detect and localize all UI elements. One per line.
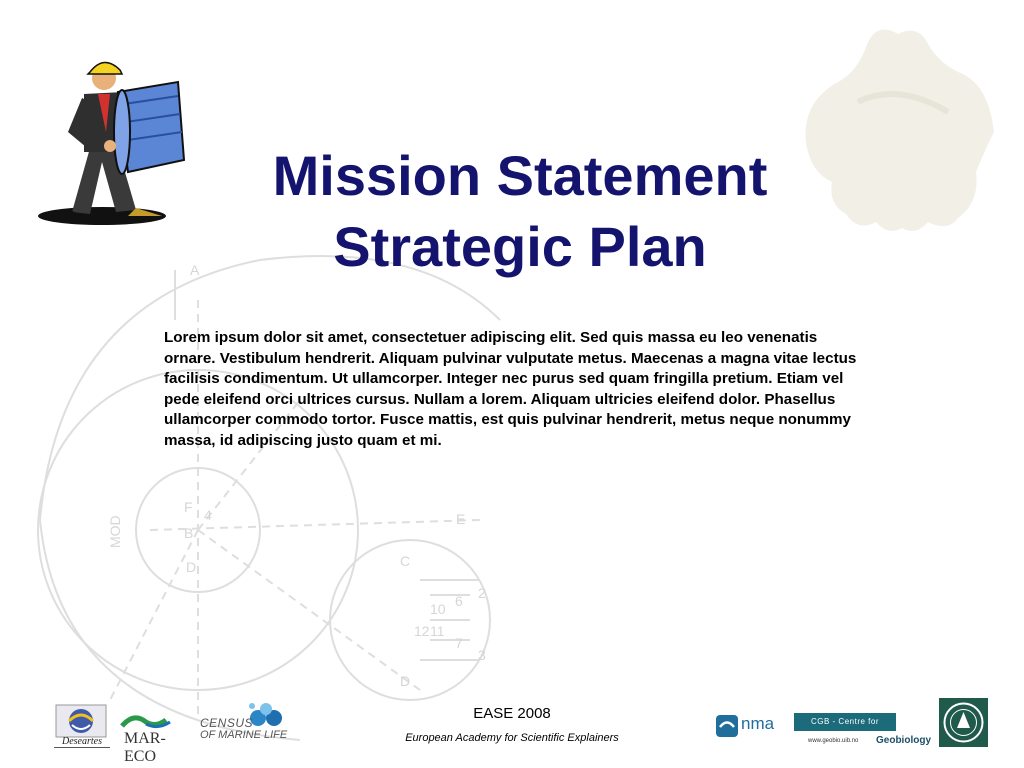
diagram-label-d: D — [186, 559, 197, 575]
deseartes-wordmark: Deseartes — [54, 736, 110, 748]
diagram-label-3: 3 — [478, 647, 486, 663]
footer-subtitle: European Academy for Scientific Explainers — [405, 732, 619, 744]
title-line-2: Strategic Plan — [333, 215, 707, 278]
cgb-logo — [794, 713, 934, 749]
diagram-label-7: 7 — [455, 635, 463, 651]
diagram-label-12: 12 — [414, 623, 430, 639]
nma-logo — [716, 714, 782, 740]
diagram-label-f: F — [184, 499, 193, 515]
diagram-label-11: 11 — [430, 623, 445, 639]
footer — [370, 704, 654, 746]
diagram-label-2: 2 — [478, 585, 486, 601]
diagram-label-10: 10 — [430, 601, 446, 617]
nma-wordmark: nma — [741, 714, 775, 733]
cgb-url: www.geobio.uib.no — [808, 738, 859, 744]
body-paragraph: Lorem ipsum dolor sit amet, consectetuer adipiscing elit. Sed quis massa eu leo venenatis ornare. Vestibulum hendrerit. Aliquam pulvinar vulputate metus. Maecenas a magna vitae lectus facilisis condimentum. Ut ullamcorper. Integer nec purus sed quam fringilla pretium. Etiam vel pede eleifend orci ultrices cursus. Nullam a lorem. Aliquam ultricies eleifend dolor. Phasellus ullamcorper commodo tortor. Fusce mattis, est quis pulvinar hendrerit, metus neque nonummy massa, id adipiscing justo quam et mi. — [164, 329, 857, 449]
census-logo — [200, 700, 292, 746]
slide-title — [200, 140, 840, 282]
nma-icon — [716, 715, 738, 737]
diagram-label-e: E — [456, 511, 466, 527]
footer-event: EASE 2008 — [473, 705, 551, 722]
census-wordmark-1: CENSUS — [200, 716, 254, 730]
diagram-label-6: 6 — [455, 593, 463, 609]
diagram-label-a: A — [190, 262, 200, 278]
diagram-label-mod: MOD — [107, 515, 123, 548]
mareco-wordmark: MAR-ECO — [124, 730, 166, 765]
university-seal-logo — [939, 698, 988, 747]
diagram-label-c: C — [400, 553, 411, 569]
cgb-banner: CGB - Centre for — [794, 713, 896, 731]
cgb-geobiology: Geobiology — [876, 735, 931, 746]
title-line-1: Mission Statement — [272, 144, 768, 207]
census-wordmark-2: OF MARINE LIFE — [200, 729, 288, 741]
diagram-label-b: B — [184, 525, 194, 541]
mareco-logo — [120, 714, 194, 765]
deseartes-logo — [52, 703, 110, 751]
worker-with-blueprint-image — [32, 52, 192, 228]
diagram-label-4: 4 — [204, 507, 212, 523]
mareco-wave-icon — [120, 714, 194, 730]
university-seal-icon — [939, 698, 988, 747]
diagram-label-d2: D — [400, 673, 411, 689]
